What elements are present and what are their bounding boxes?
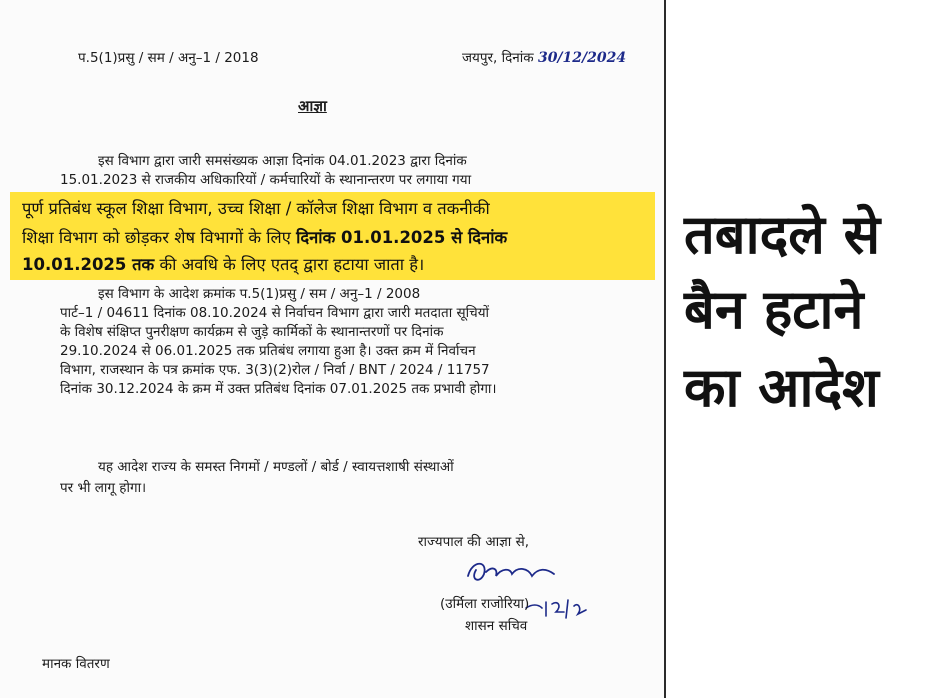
handwritten-date: 30/12/2024 [537, 50, 627, 66]
headline-line-1: तबादले से [684, 203, 881, 266]
paragraph-1-line-2: 15.01.2023 से राजकीय अधिकारियों / कर्मचारियों के स्थानान्तरण पर लगाया गया [60, 172, 472, 188]
reference-number: प.5(1)प्रसु / सम / अनु–1 / 2018 [78, 50, 259, 66]
highlight-line-1: पूर्ण प्रतिबंध स्कूल शिक्षा विभाग, उच्च शिक्षा / कॉलेज शिक्षा विभाग व तकनीकी [22, 199, 490, 218]
document-title: आज्ञा [298, 97, 327, 115]
highlight-line-3 [22, 255, 424, 275]
paragraph-2-line-1: इस विभाग के आदेश क्रमांक प.5(1)प्रसु / सम / अनु–1 / 2008 [98, 286, 421, 302]
headline-line-2: बैन हटाने [684, 278, 864, 341]
highlight-line-2-text: शिक्षा विभाग को छोड़कर शेष विभागों के लिए [22, 228, 291, 247]
highlight-line-2 [22, 228, 507, 248]
headline-panel [666, 0, 930, 698]
highlight-date-to: 10.01.2025 तक [22, 255, 155, 274]
paragraph-2-line-6: दिनांक 30.12.2024 के क्रम में उक्त प्रतिबंध दिनांक 07.01.2025 तक प्रभावी होगा। [60, 381, 497, 397]
signature-image [462, 556, 592, 626]
paragraph-1-line-1: इस विभाग द्वारा जारी समसंख्यक आज्ञा दिनांक 04.01.2023 द्वारा दिनांक [98, 153, 467, 169]
paragraph-2-line-4: 29.10.2024 से 06.01.2025 तक प्रतिबंध लगाया हुआ है। उक्त क्रम में निर्वाचन [60, 343, 476, 359]
paragraph-2-line-2: पार्ट–1 / 04611 दिनांक 08.10.2024 से निर्वाचन विभाग द्वारा जारी मतदाता सूचियों [60, 305, 490, 321]
signatory-name: (उर्मिला राजोरिया) [440, 596, 530, 612]
paragraph-3-line-1: यह आदेश राज्य के समस्त निगमों / मण्डलों / बोर्ड / स्वायत्तशाषी संस्थाओं [98, 459, 454, 475]
place-date-label: जयपुर, दिनांक [462, 50, 534, 66]
headline-line-3: का आदेश [684, 356, 879, 419]
paragraph-2-line-5: विभाग, राजस्थान के पत्र क्रमांक एफ. 3(3)(2)रोल / निर्वा / BNT / 2024 / 11757 [60, 362, 490, 378]
signatory-designation: शासन सचिव [465, 618, 528, 634]
distribution-label: मानक वितरण [42, 656, 110, 672]
highlight-line-3-text: की अवधि के लिए एतद् द्वारा हटाया जाता है। [159, 255, 425, 274]
paragraph-3-line-2: पर भी लागू होगा। [60, 480, 147, 496]
place-date [462, 50, 626, 66]
highlight-date-from: दिनांक 01.01.2025 से दिनांक [296, 228, 508, 247]
paragraph-2-line-3: के विशेष संक्षिप्त पुनरीक्षण कार्यक्रम से जुड़े कार्मिकों के स्थानान्तरणों पर दिनांक [60, 324, 444, 340]
by-order-line: राज्यपाल की आज्ञा से, [418, 534, 529, 550]
